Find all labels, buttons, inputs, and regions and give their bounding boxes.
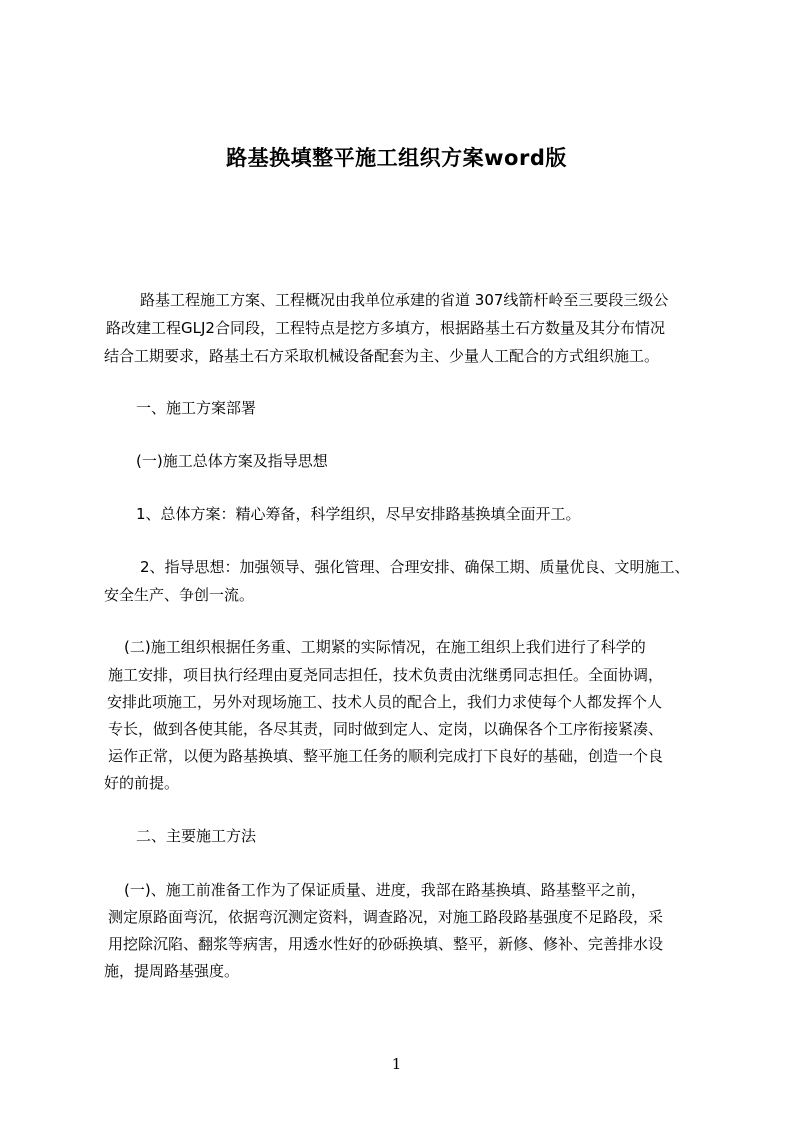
intro-line: 结合工期要求，路基土石方采取机械设备配套为主、少量人工配合的方式组织施工。: [104, 347, 660, 365]
paragraph-line: 安排此项施工，另外对现场施工、技术人员的配合上，我们力求使每个人都发挥个人: [107, 693, 663, 711]
intro-line: 路改建工程GLJ2合同段，工程特点是挖方多填方，根据路基土石方数量及其分布情况: [106, 319, 665, 337]
section-heading: 二、主要施工方法: [136, 827, 257, 845]
paragraph-line: 运作正常，以便为路基换填、整平施工任务的顺利完成打下良好的基础，创造一个良: [108, 747, 664, 765]
intro-line: 路基工程施工方案、工程概况由我单位承建的省道 307线箭杆岭至三要段三级公: [140, 291, 669, 309]
paragraph-line: 2、指导思想：加强领导、强化管理、合理安排、确保工期、质量优良、文明施工、: [140, 558, 690, 576]
page-number: 1: [391, 1055, 402, 1073]
paragraph-line: (二)施工组织根据任务重、工期紧的实际情况，在施工组织上我们进行了科学的: [124, 638, 646, 656]
section-heading: 一、施工方案部署: [136, 399, 257, 417]
paragraph-line: 好的前提。: [104, 774, 180, 792]
document-title: 路基换填整平施工组织方案word版: [226, 146, 567, 170]
paragraph-line: 1、总体方案：精心筹备，科学组织，尽早安排路基换填全面开工。: [136, 505, 581, 523]
paragraph-line: 用挖除沉陷、翻浆等病害，用透水性好的砂砾换填、整平，新修、修补、完善排水设: [108, 935, 664, 953]
paragraph-line: 施，提周路基强度。: [104, 962, 240, 980]
paragraph-line: 测定原路面弯沉，依据弯沉测定资料，调查路况，对施工路段路基强度不足路段，采: [108, 908, 664, 926]
paragraph-line: 专长，做到各使其能，各尽其责，同时做到定人、定岗，以确保各个工序衔接紧凑、: [108, 720, 664, 738]
paragraph-line: 安全生产、争创一流。: [104, 586, 255, 604]
paragraph-line: 施工安排，项目执行经理由夏尧同志担任，技术负责由沈继勇同志担任。全面协调，: [108, 666, 664, 684]
paragraph-line: (一)、施工前准备工作为了保证质量、进度，我部在路基换填、路基整平之前，: [124, 881, 646, 899]
subsection-heading: (一)施工总体方案及指导思想: [136, 452, 328, 470]
